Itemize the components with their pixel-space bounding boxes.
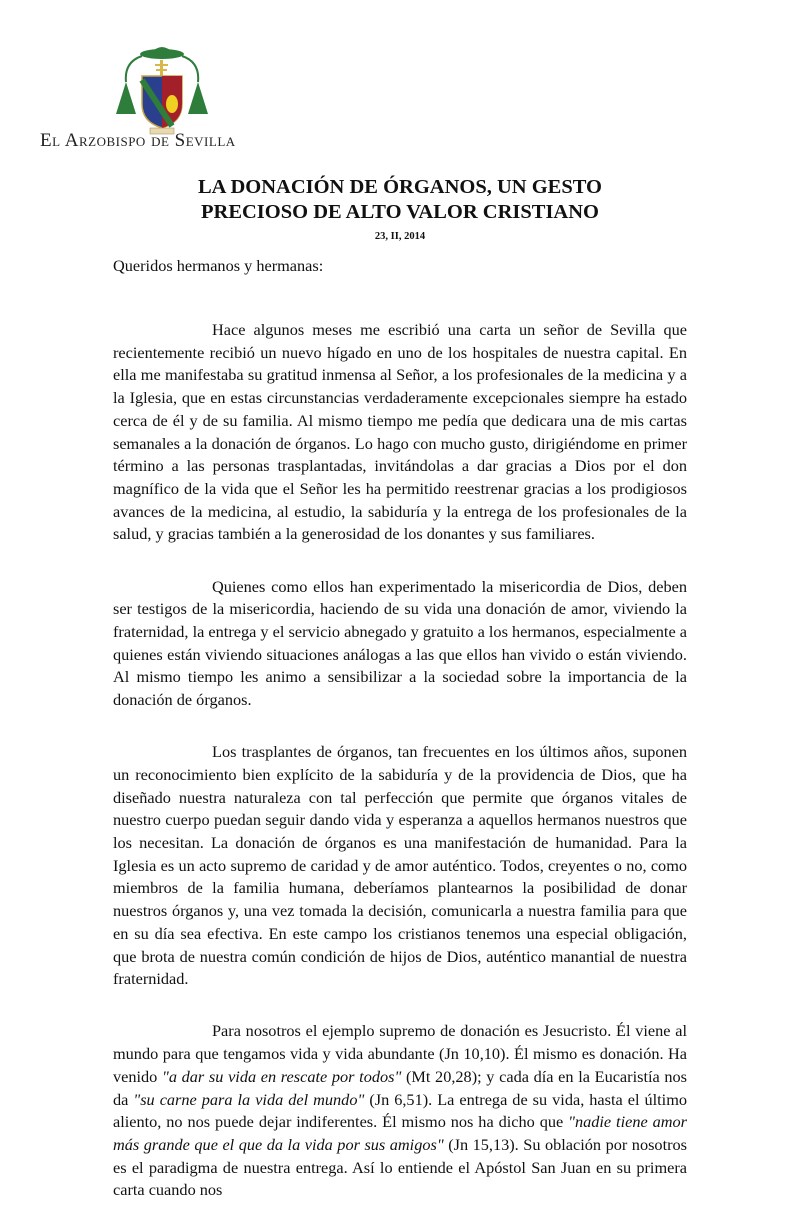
title-line: PRECIOSO DE ALTO VALOR CRISTIANO — [201, 201, 599, 223]
quotation: "a dar su vida en rescate por todos" — [161, 1066, 402, 1086]
text-run: (Jn 6,51). La entrega de su vida, hasta el último aliento, no nos puede dejar indiferentes. Él mismo nos ha dicho que — [113, 1089, 688, 1132]
quotation: "nadie tiene amor más grande que el que da la vida por sus amigos" — [113, 1112, 687, 1154]
text-run: Quienes como ellos han experimentado la misericordia de Dios, deben ser testigos de la misericordia, haciendo de su vida una donación de amor, viviendo la fraternidad, la entrega y el servicio abnegado y gratuito a los hermanos, especialmente a quienes están viviendo situaciones análogas a las que ellos han vivido o están viviendo. Al mismo tiempo les animo a sensibilizar a la sociedad sobre la importancia de la donación de órganos. — [113, 576, 687, 710]
quotation: "su carne para la vida del mundo" — [133, 1089, 365, 1109]
text-run: Hace algunos meses me escribió una carta un señor de Sevilla que recientemente recibió un nuevo hígado en uno de los hospitales de nuestra capital. En ella me manifestaba su gratitud inmensa al Señor, a los profesionales de la medicina y a la Iglesia, que en estas circunstancias verdaderamente excepcionales siempre ha estado cerca de él y de su familia. Al mismo tiempo me pedía que dedicara una de mis cartas semanales a la donación de órganos. Lo hago con mucho gusto, dirigiéndome en primer término a las personas trasplantadas, invitándolas a dar gracias a Dios por el don magnífico de la vida que el Señor les ha permitido reestrenar gracias a los prodigiosos avances de la medicina, al estudio, la sabiduría y la entrega de los profesionales de la salud, y gracias también a la generosidad de los donantes y sus familiares. — [113, 320, 687, 544]
paragraph — [113, 741, 687, 991]
paragraph — [113, 319, 687, 546]
paragraph — [113, 1020, 687, 1202]
text-run: Los trasplantes de órganos, tan frecuentes en los últimos años, suponen un reconocimiento bien explícito de la sabiduría y de la providencia de Dios, que ha diseñado nuestra naturaleza con tal perfección que permite que órganos vitales de nuestro cuerpo puedan seguir dando vida y esperanza a aquellos hermanos nuestros que los necesitan. La donación de órganos es una manifestación de humanidad. Para la Iglesia es un acto supremo de caridad y de amor auténtico. Todos, creyentes o no, como miembros de la familia humana, deberíamos plantearnos la posibilidad de donar nuestros órganos y, una vez tomada la decisión, comunicarla a nuestra familia para que en su día sea efectiva. En este campo los cristianos tenemos una especial obligación, que brota de nuestra común condición de hijos de Dios, auténtico manantial de nuestra fraternidad. — [113, 742, 687, 989]
title-line: LA DONACIÓN DE ÓRGANOS, UN GESTO — [198, 176, 602, 198]
text-run: (Jn 15,13). Su oblación por nosotros es el paradigma de nuestra entrega. Así lo entiende el Apóstol San Juan en su primera carta cuando nos — [113, 1135, 687, 1200]
organization-name: El Arzobispo de Sevilla — [40, 130, 236, 151]
text-run: (Mt 20,28); y cada día en la Eucaristía nos da — [113, 1066, 688, 1109]
paragraph — [113, 576, 687, 712]
text-run: Para nosotros el ejemplo supremo de donación es Jesucristo. Él viene al mundo para que tengamos vida y vida abundante (Jn 10,10). Él mismo es donación. Ha venido — [113, 1021, 687, 1086]
document-date: 23, II, 2014 — [374, 231, 426, 242]
coat-of-arms-logo — [112, 42, 212, 138]
letter-body — [113, 319, 687, 1232]
greeting: Queridos hermanos y hermanas: — [113, 256, 324, 275]
document-title — [0, 175, 800, 225]
